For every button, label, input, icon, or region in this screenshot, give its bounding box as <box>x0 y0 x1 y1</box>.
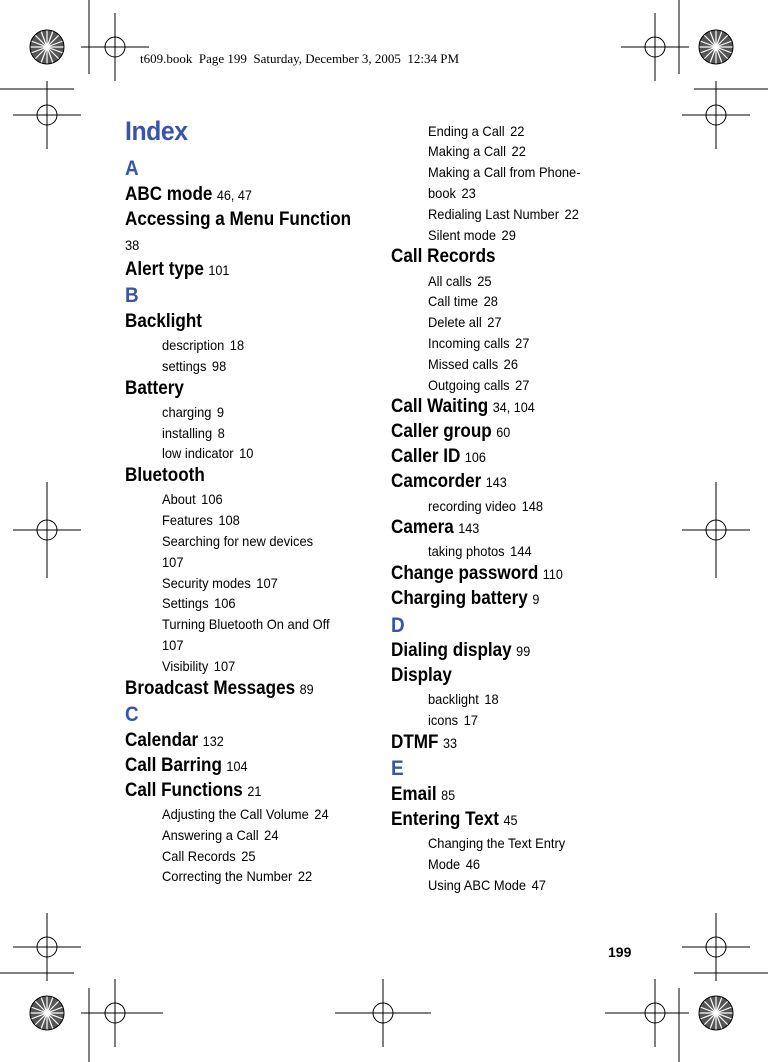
index-entry <box>125 780 261 802</box>
entry-term: Caller group <box>391 421 492 442</box>
entry-pages: 60 <box>496 424 511 440</box>
index-entry <box>125 465 205 487</box>
index-subentry: description 18 <box>162 337 245 353</box>
index-entry <box>391 640 530 662</box>
index-entry <box>391 809 518 831</box>
index-entry <box>125 311 202 333</box>
index-entry <box>391 784 455 806</box>
index-entry <box>125 184 252 206</box>
entry-term: Call Functions <box>125 780 243 801</box>
entry-term: Display <box>391 665 452 686</box>
entry-term: Camcorder <box>391 471 482 492</box>
index-subentry: Security modes 107 <box>162 575 278 591</box>
index-subentry: Turning Bluetooth On and Off <box>162 616 330 632</box>
index-entry <box>391 421 510 443</box>
entry-term: Camera <box>391 517 454 538</box>
index-entry <box>391 665 452 687</box>
entry-pages: 85 <box>441 787 456 803</box>
index-entry <box>391 732 457 754</box>
index-subentry: Mode 46 <box>428 856 481 872</box>
index-subentry: Correcting the Number 22 <box>162 868 313 884</box>
entry-pages: 45 <box>503 812 518 828</box>
index-subentry: Settings 106 <box>162 595 236 611</box>
index-subentry: Using ABC Mode 47 <box>428 877 546 893</box>
entry-pages: 99 <box>516 643 531 659</box>
index-subentry: About 106 <box>162 491 223 507</box>
index-subentry: book 23 <box>428 185 476 201</box>
index-entry <box>391 517 479 539</box>
entry-term: Battery <box>125 378 184 399</box>
index-entry <box>391 246 496 268</box>
entry-term: Change password <box>391 563 539 584</box>
entry-pages: 21 <box>247 783 262 799</box>
entry-term: Call Barring <box>125 755 222 776</box>
entry-pages: 46, 47 <box>216 187 252 203</box>
index-subentry: Outgoing calls 27 <box>428 377 530 393</box>
index-subentry: charging 9 <box>162 404 225 420</box>
index-letter-d: D <box>391 614 405 637</box>
index-subentry: Missed calls 26 <box>428 356 519 372</box>
index-subentry-pages: 107 <box>162 554 184 570</box>
entry-pages: 143 <box>458 520 480 536</box>
index-subentry: Redialing Last Number 22 <box>428 206 579 222</box>
entry-term: Call Records <box>391 246 496 267</box>
entry-pages: 110 <box>542 566 563 582</box>
page-number: 199 <box>608 944 632 960</box>
entry-term: Backlight <box>125 311 202 332</box>
index-entry <box>391 588 539 610</box>
index-letter-e: E <box>391 757 404 780</box>
entry-term: Calendar <box>125 730 199 751</box>
entry-pages: 104 <box>226 758 248 774</box>
index-subentry: backlight 18 <box>428 691 499 707</box>
index-subentry: Searching for new devices <box>162 533 314 549</box>
index-entry <box>125 755 247 777</box>
entry-term: Entering Text <box>391 809 499 830</box>
index-letter-c: C <box>125 703 139 726</box>
entry-term: ABC mode <box>125 184 213 205</box>
index-entry <box>125 678 314 700</box>
index-subentry: settings 98 <box>162 358 227 374</box>
entry-pages: 89 <box>299 681 314 697</box>
index-subentry: Visibility 107 <box>162 658 236 674</box>
index-entry <box>391 446 486 468</box>
entry-pages: 101 <box>208 262 230 278</box>
index-entry <box>391 471 507 493</box>
index-subentry: Answering a Call 24 <box>162 827 279 843</box>
index-subentry: recording video 148 <box>428 498 544 514</box>
index-subentry-pages: 107 <box>162 637 184 653</box>
index-letter-b: B <box>125 284 139 307</box>
entry-pages: 33 <box>442 735 458 751</box>
entry-term: DTMF <box>391 732 439 753</box>
entry-term: Caller ID <box>391 446 461 467</box>
entry-pages: 132 <box>202 733 224 749</box>
index-subentry: Adjusting the Call Volume 24 <box>162 806 329 822</box>
index-entry <box>391 563 563 585</box>
print-header: t609.book Page 199 Saturday, December 3, 2005 12:34 PM <box>140 51 460 66</box>
index-subentry: Delete all 27 <box>428 314 502 330</box>
entry-term: Email <box>391 784 437 805</box>
registration-target-icon <box>13 13 750 1047</box>
index-subentry: Silent mode 29 <box>428 227 516 243</box>
index-entry <box>125 259 229 281</box>
index-subentry: installing 8 <box>162 425 225 441</box>
entry-pages: 106 <box>464 449 486 465</box>
index-entry <box>125 209 351 231</box>
entry-term: Accessing a Menu Function <box>125 209 352 230</box>
index-subentry: Call Records 25 <box>162 848 256 864</box>
index-entry <box>125 378 184 400</box>
entry-pages: 38 <box>125 237 140 253</box>
entry-term: Bluetooth <box>125 465 205 486</box>
index-subentry: Call time 28 <box>428 293 498 309</box>
entry-term: Charging battery <box>391 588 528 609</box>
entry-term: Broadcast Messages <box>125 678 296 699</box>
entry-pages: 143 <box>485 474 507 490</box>
entry-pages: 9 <box>532 591 540 607</box>
index-subentry: All calls 25 <box>428 273 492 289</box>
index-subentry: Making a Call from Phone- <box>428 164 581 180</box>
index-subentry: taking photos 144 <box>428 543 532 559</box>
index-subentry: Features 108 <box>162 512 240 528</box>
index-subentry: Incoming calls 27 <box>428 335 530 351</box>
index-entry <box>391 396 535 418</box>
index-subentry: icons 17 <box>428 712 478 728</box>
index-subentry: Ending a Call 22 <box>428 123 525 139</box>
index-subentry: Changing the Text Entry <box>428 835 566 851</box>
index-subentry: low indicator 10 <box>162 445 254 461</box>
entry-term: Dialing display <box>391 640 512 661</box>
index-subentry: Making a Call 22 <box>428 143 526 159</box>
entry-term: Call Waiting <box>391 396 489 417</box>
index-title: Index <box>125 116 188 146</box>
entry-pages: 34, 104 <box>492 399 535 415</box>
index-entry <box>125 730 224 752</box>
entry-term: Alert type <box>125 259 204 280</box>
index-letter-a: A <box>125 157 139 180</box>
